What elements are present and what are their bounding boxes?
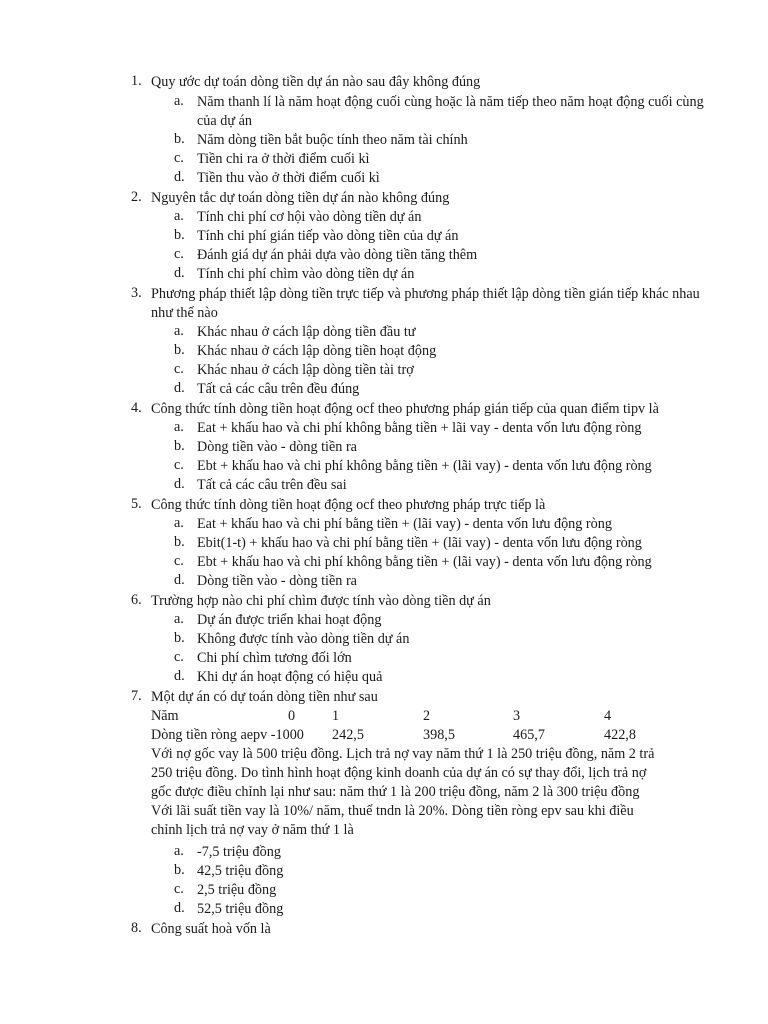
option-label: b. bbox=[174, 630, 185, 646]
option-text: Năm dòng tiền bắt buộc tính theo năm tài chính bbox=[197, 132, 468, 148]
table-year-3: 3 bbox=[513, 708, 521, 724]
option-text: Không được tính vào dòng tiền dự án bbox=[197, 631, 410, 647]
option-label: b. bbox=[174, 227, 185, 243]
option-text: Năm thanh lí là năm hoạt động cuối cùng hoặc là năm tiếp theo năm hoạt động cuối cùng của dự án bbox=[197, 94, 704, 130]
option-text: Dòng tiền vào - dòng tiền ra bbox=[197, 573, 357, 589]
option-label: b. bbox=[174, 862, 185, 878]
question-number: 3. bbox=[131, 285, 142, 301]
table-row-label-cashflow: Dòng tiền ròng aepv -1000 bbox=[151, 727, 304, 743]
table-row-label-year: Năm bbox=[151, 708, 179, 724]
option-label: b. bbox=[174, 438, 185, 454]
question-number: 2. bbox=[131, 189, 142, 205]
option-label: a. bbox=[174, 611, 184, 627]
option-label: d. bbox=[174, 900, 185, 916]
option-text: Khác nhau ở cách lập dòng tiền đầu tư bbox=[197, 324, 416, 340]
table-value-2: 398,5 bbox=[423, 727, 455, 743]
paragraph-line: 250 triệu đồng. Do tình hình hoạt động kinh doanh của dự án có sự thay đổi, lịch trả nợ bbox=[151, 765, 647, 781]
option-text: Ebt + khấu hao và chi phí không bằng tiền + (lãi vay) - denta vốn lưu động ròng bbox=[197, 554, 652, 570]
option-text: Đánh giá dự án phải dựa vào dòng tiền tăng thêm bbox=[197, 247, 478, 263]
option-text: Dòng tiền vào - dòng tiền ra bbox=[197, 439, 357, 455]
option-text: Ebt + khấu hao và chi phí không bằng tiền + (lãi vay) - denta vốn lưu động ròng bbox=[197, 458, 652, 474]
option-text: Khác nhau ở cách lập dòng tiền hoạt động bbox=[197, 343, 437, 359]
option-label: d. bbox=[174, 169, 185, 185]
option-text: Khi dự án hoạt động có hiệu quả bbox=[197, 669, 383, 685]
question-text: Trường hợp nào chi phí chìm được tính vào dòng tiền dự án bbox=[151, 593, 491, 609]
table-value-4: 422,8 bbox=[604, 727, 636, 743]
option-label: a. bbox=[174, 419, 184, 435]
option-text: Tất cả các câu trên đều đúng bbox=[197, 381, 360, 397]
question-number: 4. bbox=[131, 400, 142, 416]
question-text: Một dự án có dự toán dòng tiền như sau bbox=[151, 689, 378, 705]
option-label: b. bbox=[174, 534, 185, 550]
option-text: Tất cả các câu trên đều sai bbox=[197, 477, 347, 493]
option-text: 42,5 triệu đồng bbox=[197, 863, 284, 879]
option-text: Eat + khấu hao và chi phí không bằng tiền + lãi vay - denta vốn lưu động ròng bbox=[197, 420, 642, 436]
option-label: d. bbox=[174, 476, 185, 492]
question-number: 7. bbox=[131, 688, 142, 704]
paragraph-line: Với lãi suất tiền vay là 10%/ năm, thuế tndn là 20%. Dòng tiền ròng epv sau khi điều bbox=[151, 803, 634, 819]
option-text: Eat + khấu hao và chi phí bằng tiền + (lãi vay) - denta vốn lưu động ròng bbox=[197, 516, 612, 532]
question-text: Công suất hoà vốn là bbox=[151, 921, 271, 937]
paragraph-line: Với nợ gốc vay là 500 triệu đồng. Lịch trả nợ vay năm thứ 1 là 250 triệu đồng, năm 2 trả bbox=[151, 746, 655, 762]
option-text: Tính chi phí cơ hội vào dòng tiền dự án bbox=[197, 209, 422, 225]
option-label: c. bbox=[174, 881, 184, 897]
option-label: b. bbox=[174, 342, 185, 358]
option-text: Chi phí chìm tương đối lớn bbox=[197, 650, 352, 666]
option-label: a. bbox=[174, 93, 184, 109]
option-text: 2,5 triệu đồng bbox=[197, 882, 277, 898]
table-year-0: 0 bbox=[288, 708, 296, 724]
option-text: Tính chi phí gián tiếp vào dòng tiền của dự án bbox=[197, 228, 459, 244]
question-number: 1. bbox=[131, 73, 142, 89]
table-year-4: 4 bbox=[604, 708, 612, 724]
option-text: Tính chi phí chìm vào dòng tiền dự án bbox=[197, 266, 415, 282]
question-number: 5. bbox=[131, 496, 142, 512]
question-number: 8. bbox=[131, 920, 142, 936]
option-label: c. bbox=[174, 361, 184, 377]
question-text: Phương pháp thiết lập dòng tiền trực tiếp và phương pháp thiết lập dòng tiền gián tiếp khác nhau như thế nào bbox=[151, 286, 700, 322]
question-text: Công thức tính dòng tiền hoạt động ocf theo phương pháp trực tiếp là bbox=[151, 497, 546, 513]
table-year-2: 2 bbox=[423, 708, 431, 724]
question-text: Công thức tính dòng tiền hoạt động ocf theo phương pháp gián tiếp của quan điểm tipv là bbox=[151, 401, 659, 417]
option-text: Khác nhau ở cách lập dòng tiền tài trợ bbox=[197, 362, 414, 378]
option-label: a. bbox=[174, 843, 184, 859]
option-label: c. bbox=[174, 553, 184, 569]
option-label: c. bbox=[174, 457, 184, 473]
paragraph-line: chỉnh lịch trả nợ vay ở năm thứ 1 là bbox=[151, 822, 354, 838]
option-label: d. bbox=[174, 380, 185, 396]
option-text: -7,5 triệu đồng bbox=[197, 844, 281, 860]
option-label: c. bbox=[174, 150, 184, 166]
option-text: 52,5 triệu đồng bbox=[197, 901, 284, 917]
option-label: c. bbox=[174, 649, 184, 665]
option-text: Dự án được triển khai hoạt động bbox=[197, 612, 382, 628]
table-year-1: 1 bbox=[332, 708, 340, 724]
option-text: Tiền thu vào ở thời điểm cuối kì bbox=[197, 170, 380, 186]
option-label: a. bbox=[174, 208, 184, 224]
option-label: c. bbox=[174, 246, 184, 262]
option-label: b. bbox=[174, 131, 185, 147]
paragraph-line: gốc được điều chỉnh lại như sau: năm thứ 1 là 200 triệu đồng, năm 2 là 300 triệu đồng bbox=[151, 784, 640, 800]
table-value-3: 465,7 bbox=[513, 727, 545, 743]
option-label: a. bbox=[174, 515, 184, 531]
option-label: a. bbox=[174, 323, 184, 339]
option-text: Ebit(1-t) + khấu hao và chi phí bằng tiền + (lãi vay) - denta vốn lưu động ròng bbox=[197, 535, 642, 551]
option-text: Tiền chi ra ở thời điểm cuối kì bbox=[197, 151, 370, 167]
option-label: d. bbox=[174, 265, 185, 281]
option-label: d. bbox=[174, 668, 185, 684]
option-label: d. bbox=[174, 572, 185, 588]
table-value-1: 242,5 bbox=[332, 727, 364, 743]
question-text: Quy ước dự toán dòng tiền dự án nào sau đây không đúng bbox=[151, 74, 481, 90]
question-number: 6. bbox=[131, 592, 142, 608]
question-text: Nguyên tắc dự toán dòng tiền dự án nào không đúng bbox=[151, 190, 450, 206]
